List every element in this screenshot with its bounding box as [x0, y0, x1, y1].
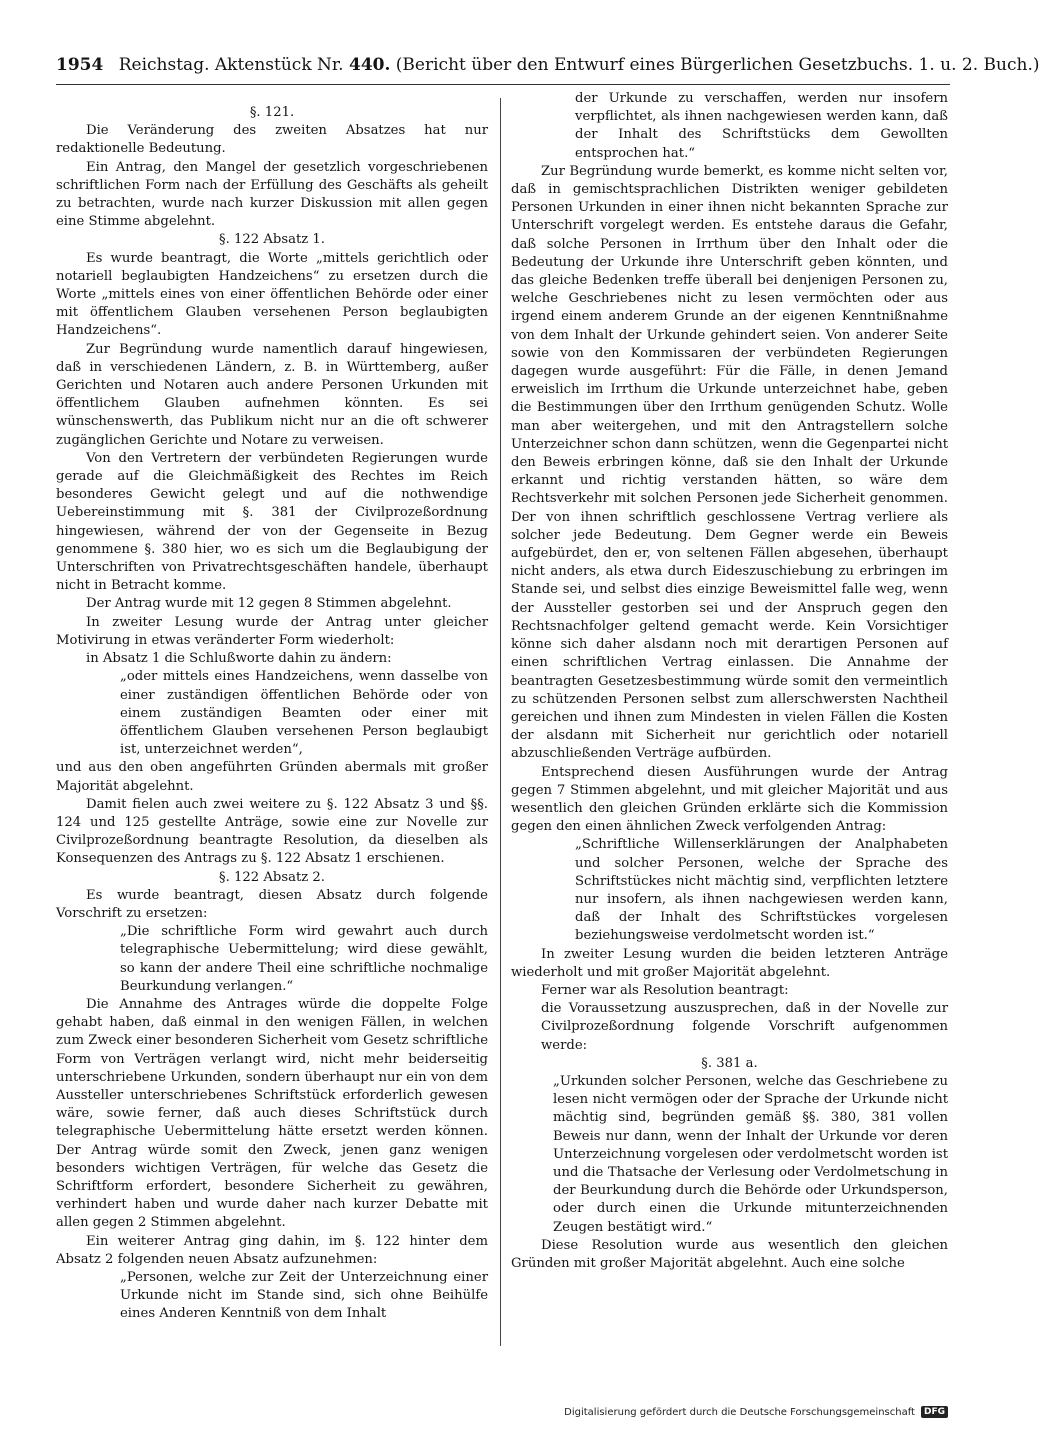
- paragraph: Diese Resolution wurde aus wesentlich den gleichen Gründen mit großer Majorität abgelehnt. Auch eine solche: [511, 1237, 948, 1271]
- footer-credit-text: Digitalisierung gefördert durch die Deutsche Forschungsgemeinschaft: [564, 1406, 915, 1418]
- paragraph: Die Annahme des Antrages würde die doppelte Folge gehabt haben, daß einmal in den wenigen Fällen, in welchen zum Zweck einer besonderen Sicherheit vom Gesetz schriftliche Form von Verträgen verlangt wird, nicht mehr beiderseitig unterschriebene Urkunden, sondern überhaupt nur ein von dem Aussteller unterschriebenes Schriftstück erforderlich gewesen wäre, sowie ferner, daß auch dieses Schriftstück durch telegraphische Uebermittelung hätte ersetzt werden können. Der Antrag würde somit den Zweck, jenen ganz wenigen besonders wichtigen Verträgen, für welche das Gesetz die Schriftform erfordert, besondere Sicherheit zu gewähren, verhindert haben und wurde daher nach kurzer Debatte mit allen gegen 2 Stimmen abgelehnt.: [56, 996, 488, 1231]
- paragraph: Zur Begründung wurde namentlich darauf hingewiesen, daß in verschiedenen Ländern, z. B. in Württemberg, außer Gerichten und Notaren auch andere Personen Urkunden mit öffentlichem Glauben aufnehmen könnten. Es sei wünschenswerth, das Publikum nicht nur an die oft schwerer zugänglichen Gerichte und Notare zu verweisen.: [56, 341, 488, 448]
- quoted-text: „Personen, welche zur Zeit der Unterzeichnung einer Urkunde nicht im Stande sind, sich ohne Beihülfe eines Anderen Kenntniß von dem Inhalt: [120, 1270, 488, 1322]
- paragraph: in Absatz 1 die Schlußworte dahin zu ändern:: [86, 651, 392, 667]
- quoted-text: „Schriftliche Willenserklärungen der Analphabeten und solcher Personen, welche der Sprache des Schriftstückes nicht mächtig sind, verpflichten letztere nur insofern, als ihnen nachgewiesen werden kann, daß der Inhalt des Schriftstückes vorgelesen beziehungsweise verdolmetscht worden ist.“: [575, 837, 948, 944]
- paragraph: In zweiter Lesung wurden die beiden letzteren Anträge wiederholt und mit großer Majorität abgelehnt.: [511, 946, 948, 980]
- paragraph: Ferner war als Resolution beantragt:: [541, 982, 789, 998]
- dfg-logo-icon: DFG: [921, 1406, 948, 1418]
- paragraph: Es wurde beantragt, diesen Absatz durch folgende Vorschrift zu ersetzen:: [56, 887, 488, 921]
- section-heading: §. 122 Absatz 2.: [219, 869, 325, 885]
- paragraph: Von den Vertretern der verbündeten Regierungen wurde gerade auf die Gleichmäßigkeit des Rechtes im Reich besonderes Gewicht gelegt und auf die nothwendige Uebereinstimmung mit §. 381 der Civilprozeßordnung hingewiesen, während der von der Gegenseite in Bezug genommene §. 380 hier, wo es sich um die Beglaubigung der Unterschriften von Privatrechtsgeschäften handele, überhaupt nicht in Betracht komme.: [56, 450, 488, 594]
- right-column: [511, 90, 948, 1273]
- header-rule: [56, 84, 950, 85]
- paragraph: Ein Antrag, den Mangel der gesetzlich vorgeschriebenen schriftlichen Form nach der Erfüllung des Geschäfts als geheilt zu betrachten, wurde nach kurzer Diskussion mit allen gegen eine Stimme abgelehnt.: [56, 159, 488, 230]
- quoted-text: „oder mittels eines Handzeichens, wenn dasselbe von einer zuständigen öffentlichen Behörde oder von einem zuständigen Beamten oder einer mit öffentlichem Glauben versehenen Person beglaubigt ist, unterzeichnet werden“,: [120, 669, 488, 758]
- quoted-text: der Urkunde zu verschaffen, werden nur insofern verpflichtet, als ihnen nachgewiesen werden kann, daß der Inhalt des Schriftstücks dem Gewollten entsprochen hat.“: [575, 91, 948, 161]
- document-number: 440.: [348, 55, 391, 75]
- column-divider: [500, 98, 501, 1346]
- left-column: [56, 104, 488, 1324]
- running-title-post: (Bericht über den Entwurf eines Bürgerlichen Gesetzbuchs. 1. u. 2. Buch.): [395, 55, 1040, 75]
- paragraph: Zur Begründung wurde bemerkt, es komme nicht selten vor, daß in gemischtsprachlichen Distrikten weniger gebildeten Personen Urkunden in einer ihnen nicht bekannten Sprache zur Unterschrift vorgelegt werden. Es entstehe daraus die Gefahr, daß solche Personen in Irrthum über den Inhalt oder die Bedeutung der Urkunde ihre Unterschrift geben könnten, und das gleiche Bedenken treffe überall bei denjenigen Personen zu, welche Geschriebenes nicht zu lesen vermöchten oder aus irgend einem anderem Grunde an der eigenen Kenntnißnahme von dem Inhalt der Urkunde gehindert seien. Von anderer Seite sowie von den Kommissaren der verbündeten Regierungen dagegen wurde ausgeführt: Für die Fälle, in denen Jemand erweislich im Irrthum die Urkunde unterzeichnet habe, geben die Bestimmungen über den Irrthum genügenden Schutz. Wolle man aber weitergehen, und mit den Antragstellern solche Unterzeichner schon dann schützen, wenn die Gegenpartei nicht den Beweis erbringen könne, daß sie den Inhalt der Urkunde erkannt und richtig verstanden hätten, so wäre dem Rechtsverkehr mit solchen Personen jede Sicherheit genommen. Der von ihnen schriftlich geschlossene Vertrag verliere als solcher jede Bedeutung. Dem Gegner werde ein Beweis aufgebürdet, den er, von seltenen Fällen abgesehen, überhaupt nicht anders, als etwa durch Eideszuschiebung zu erbringen im Stande sei, und selbst dies einzige Beweismittel falle weg, wenn der Aussteller gestorben sei und der Anspruch gegen den Rechtsnachfolger geltend gemacht werde. Kein Vorsichtiger könne sich daher alsdann noch mit derartigen Personen auf einen schriftlichen Vertrag einlassen. Die Annahme der beantragten Gesetzesbestimmung würde somit den vermeintlich zu schützenden Personen selbst zum allerschwersten Nachtheil gereichen und ihnen zum Mindesten in vielen Fällen die Kosten der alsdann mit Sicherheit nur gerichtlich oder notariell abzuschließenden Verträge aufbürden.: [511, 163, 948, 762]
- section-heading: §. 122 Absatz 1.: [219, 232, 325, 248]
- paragraph: die Voraussetzung auszusprechen, daß in der Novelle zur Civilprozeßordnung folgende Vorschrift aufgenommen werde:: [541, 1001, 948, 1053]
- quoted-text: „Die schriftliche Form wird gewahrt auch durch telegraphische Uebermittelung; wird diese gewählt, so kann der andere Theil eine schriftliche nochmalige Beurkundung verlangen.“: [120, 924, 488, 994]
- running-header: [56, 54, 1040, 76]
- paragraph: Entsprechend diesen Ausführungen wurde der Antrag gegen 7 Stimmen abgelehnt, und mit gleicher Majorität und aus wesentlich den gleichen Gründen erklärte sich die Kommission gegen den einen ähnlichen Zweck verfolgenden Antrag:: [511, 764, 948, 835]
- paragraph: In zweiter Lesung wurde der Antrag unter gleicher Motivirung in etwas veränderter Form wiederholt:: [56, 614, 488, 648]
- running-title-pre: Reichstag. Aktenstück Nr.: [118, 55, 344, 75]
- paragraph: Damit fielen auch zwei weitere zu §. 122 Absatz 3 und §§. 124 und 125 gestellte Anträge, sowie eine zur Novelle zur Civilprozeßordnung beantragte Resolution, da dieselben als Konsequenzen des Antrags zu §. 122 Absatz 1 erschienen.: [56, 796, 488, 867]
- section-heading: §. 121.: [249, 105, 295, 120]
- paragraph: Es wurde beantragt, die Worte „mittels gerichtlich oder notariell beglaubigten Handzeichens“ zu ersetzen durch die Worte „mittels eines von einer öffentlichen Behörde oder einer mit öffentlichem Glauben versehenen Person beglaubigten Handzeichens“.: [56, 250, 488, 339]
- footer-credit: [564, 1406, 948, 1418]
- paragraph: Ein weiterer Antrag ging dahin, im §. 122 hinter dem Absatz 2 folgenden neuen Absatz aufzunehmen:: [56, 1233, 488, 1267]
- paragraph: und aus den oben angeführten Gründen abermals mit großer Majorität abgelehnt.: [56, 760, 488, 794]
- page-number: 1954: [56, 55, 104, 75]
- section-heading: §. 381 a.: [701, 1055, 758, 1071]
- paragraph: Der Antrag wurde mit 12 gegen 8 Stimmen abgelehnt.: [86, 596, 452, 612]
- paragraph: Die Veränderung des zweiten Absatzes hat nur redaktionelle Bedeutung.: [56, 123, 488, 157]
- quoted-text: „Urkunden solcher Personen, welche das Geschriebene zu lesen nicht vermögen oder der Sprache der Urkunde nicht mächtig sind, begründen gemäß §§. 380, 381 vollen Beweis nur dann, wenn der Inhalt der Urkunde vor deren Unterzeichnung vorgelesen oder verdolmetscht worden ist und die Thatsache der Verlesung oder Verdolmetschung in der Beurkundung durch die Behörde oder Urkundsperson, oder durch einen die Urkunde mitunterzeichnenden Zeugen bestätigt wird.“: [553, 1073, 948, 1235]
